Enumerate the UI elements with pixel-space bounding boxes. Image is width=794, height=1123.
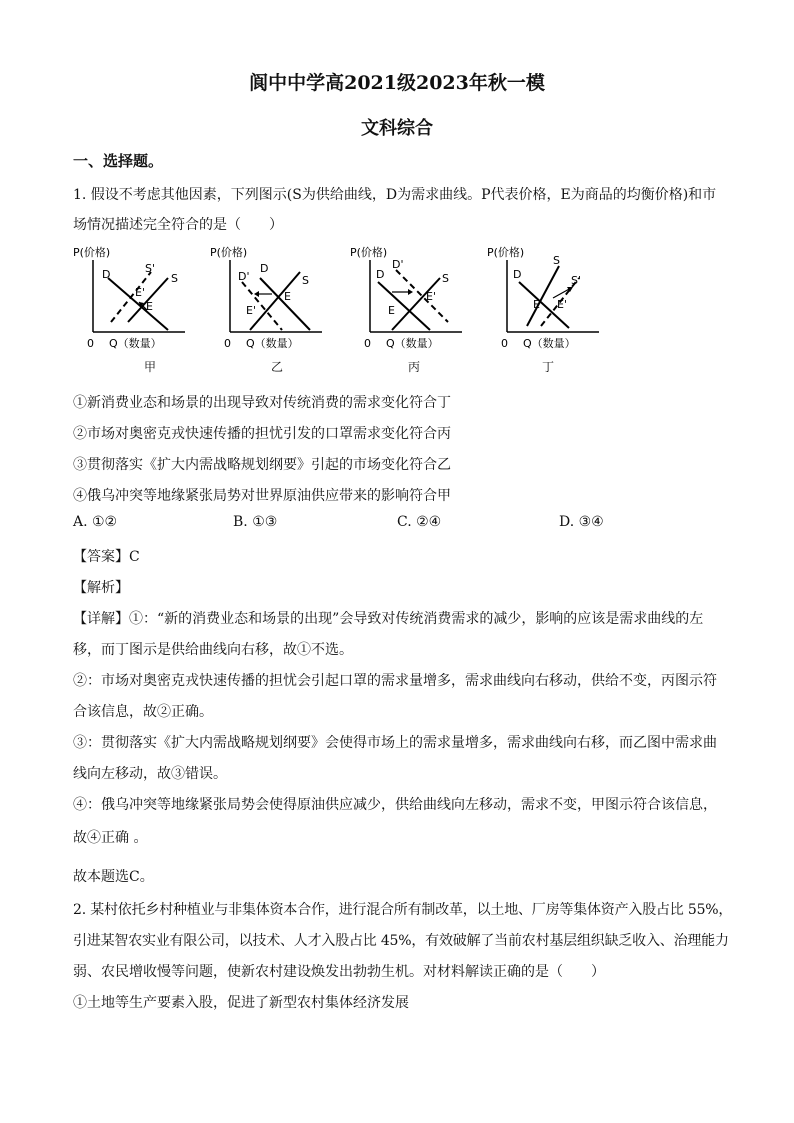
svg-text:P(价格): P(价格) (350, 246, 388, 259)
svg-text:S: S (302, 274, 309, 287)
svg-text:S: S (171, 272, 178, 285)
svg-text:P(价格): P(价格) (210, 246, 248, 259)
q2-line: 2. 某村依托乡村种植业与非集体资本合作，进行混合所有制改革，以土地、厂房等集体资产入股占比 55%， (73, 902, 733, 918)
svg-text:S: S (442, 272, 449, 285)
q2-line: 弱、农民增收慢等问题，使新农村建设焕发出勃勃生机。对材料解读正确的是（ ） (73, 964, 605, 980)
supply-curve (392, 278, 440, 330)
svg-text:E: E (533, 298, 540, 311)
statement-2: ②市场对奥密克戎快速传播的担忧引发的口罩需求变化符合丙 (73, 426, 451, 442)
statement-3: ③贯彻落实《扩大内需战略规划纲要》引起的市场变化符合乙 (73, 457, 451, 473)
svg-text:Q（数量）: Q（数量） (386, 337, 439, 350)
y-axis-label: P(价格) (73, 246, 111, 259)
explanation-line: ③：贯彻落实《扩大内需战略规划纲要》会使得市场上的需求量增多，需求曲线向右移，而乙图中需求曲 (73, 735, 717, 751)
graph-label-jia: 甲 (143, 360, 156, 374)
svg-text:E: E (284, 290, 291, 303)
svg-text:D: D (376, 268, 385, 281)
explanation-line: 移，而丁图示是供给曲线向右移，故①不选。 (73, 642, 353, 658)
graph-label-ding: 丁 (541, 360, 554, 374)
svg-text:S': S' (145, 262, 156, 275)
exam-title: 阆中中学高2021级2023年秋一模 (249, 72, 545, 94)
graph-label-yi: 乙 (270, 360, 283, 374)
supply-curve-shifted (111, 272, 151, 322)
statement-4: ④俄乌冲突等地缘紧张局势对世界原油供应带来的影响符合甲 (73, 488, 451, 504)
explanation-line: 线向左移动，故③错误。 (73, 766, 227, 782)
q1-stem-line2: 场情况描述完全符合的是（ ） (73, 217, 283, 233)
svg-text:0: 0 (87, 337, 94, 350)
svg-text:P(价格): P(价格) (487, 246, 525, 259)
svg-text:E: E (388, 304, 395, 317)
svg-text:0: 0 (364, 337, 371, 350)
graph-label-bing: 丙 (407, 360, 420, 374)
svg-text:E': E' (426, 290, 436, 303)
svg-text:E': E' (557, 298, 567, 311)
svg-text:D': D' (238, 270, 250, 283)
explanation-line: 故④正确 。 (73, 830, 148, 846)
statement-1: ①新消费业态和场景的出现导致对传统消费的需求变化符合丁 (73, 395, 451, 411)
svg-text:D: D (102, 268, 111, 281)
svg-text:E: E (146, 300, 153, 313)
svg-text:E': E' (246, 304, 256, 317)
svg-text:D: D (260, 262, 269, 275)
q2-line: 引进某智农实业有限公司，以技术、人才入股占比 45%，有效破解了当前农村基层组织缺乏收入、治理能力 (73, 933, 729, 949)
demand-curve-shifted (396, 270, 448, 322)
exam-subtitle: 文科综合 (361, 118, 433, 139)
option-d: D. ③④ (559, 514, 604, 530)
svg-text:D': D' (392, 258, 404, 271)
q1-stem-line1: 1. 假设不考虑其他因素，下列图示(S为供给曲线，D为需求曲线。P代表价格，E为商品的均衡价格)和市 (73, 187, 717, 203)
svg-text:S': S' (571, 274, 582, 287)
svg-text:Q（数量）: Q（数量） (246, 337, 299, 350)
svg-text:Q（数量）: Q（数量） (523, 337, 576, 350)
explanation-line: 【详解】①：“新的消费业态和场景的出现”会导致对传统消费需求的减少，影响的应该是需求曲线的左 (73, 611, 704, 627)
svg-text:S: S (553, 254, 560, 267)
demand-curve (378, 282, 430, 330)
svg-text:0: 0 (224, 337, 231, 350)
explanation-line: 合该信息，故②正确。 (73, 704, 213, 720)
explanation-line: ④：俄乌冲突等地缘紧张局势会使得原油供应减少，供给曲线向左移动，需求不变，甲图示符合该信息， (73, 797, 717, 813)
answer: 【答案】C (73, 549, 140, 565)
q2-line: ①土地等生产要素入股，促进了新型农村集体经济发展 (73, 995, 409, 1011)
analysis-label: 【解析】 (73, 580, 129, 596)
svg-text:0: 0 (501, 337, 508, 350)
svg-text:E': E' (135, 286, 145, 299)
section-heading: 一、选择题。 (73, 152, 164, 170)
svg-text:D: D (513, 268, 522, 281)
conclusion: 故本题选C。 (73, 869, 154, 885)
option-c: C. ②④ (397, 514, 442, 530)
option-b: B. ①③ (233, 514, 278, 530)
supply-curve (527, 266, 559, 326)
explanation-line: ②：市场对奥密克戎快速传播的担忧会引起口罩的需求量增多，需求曲线向右移动，供给不变，丙图示符 (73, 673, 717, 689)
option-a: A. ①② (73, 514, 118, 530)
svg-text:Q（数量）: Q（数量） (109, 337, 162, 350)
